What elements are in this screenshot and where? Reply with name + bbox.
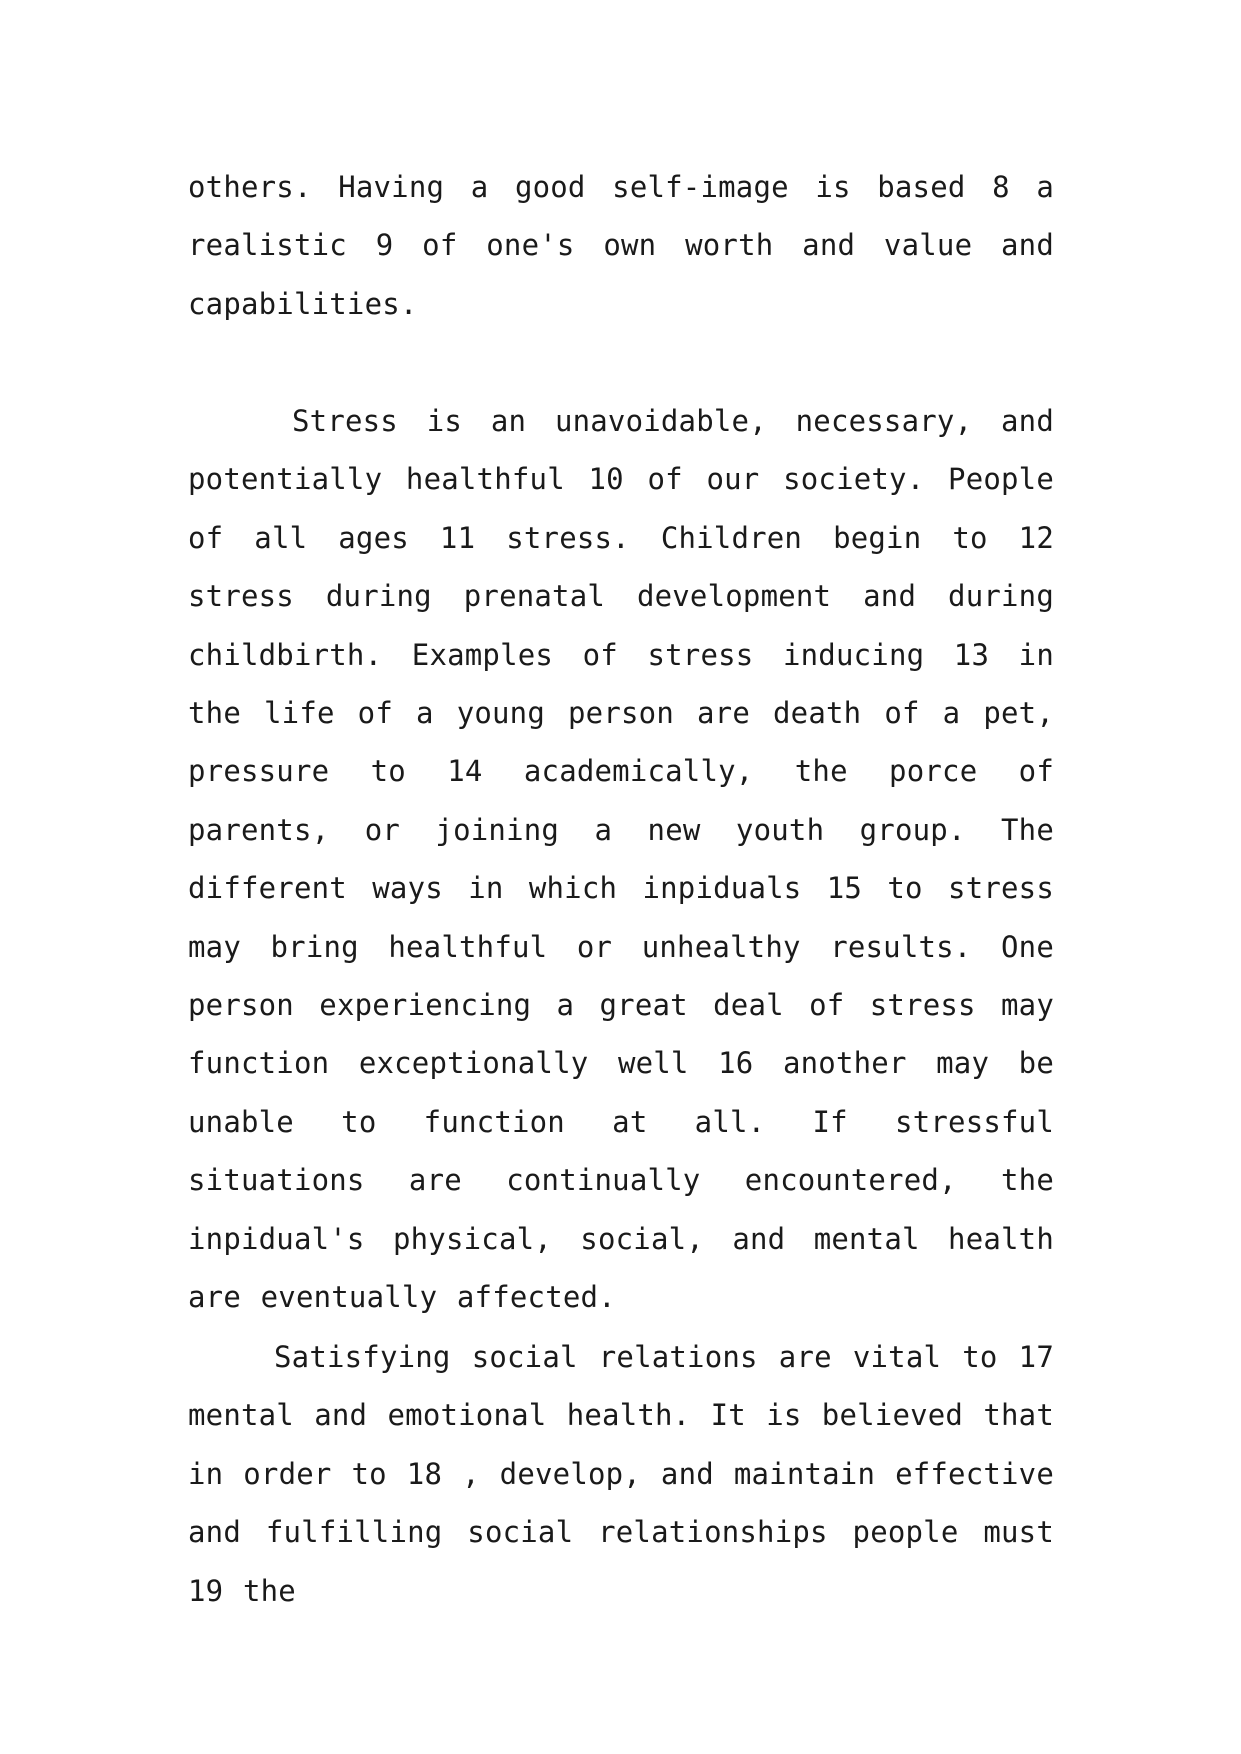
paragraph-stress bbox=[188, 392, 1054, 1327]
paragraph-social-relations bbox=[188, 1328, 1054, 1620]
paragraph-text: Stress is an unavoidable, necessary, and potentially healthful 10 of our society. People of all ages 11 stress. Children begin to 12 stress during prenatal development and during childbirth. Examples of stress inducing 13 in the life of a young person are death of a pet, pressure to 14 academically, the porce of parents, or joining a new youth group. The different ways in which inpiduals 15 to stress may bring healthful or unhealthy results. One person experiencing a great deal of stress may function exceptionally well 16 another may be unable to function at all. If stressful situations are continually encountered, the inpidual's physical, social, and mental health are eventually affected. bbox=[188, 404, 1054, 1315]
paragraph-text: Satisfying social relations are vital to 17 mental and emotional health. It is believed that in order to 18 , develop, and maintain effective and fulfilling social relationships people must 19 the bbox=[188, 1340, 1054, 1608]
paragraph-self-image bbox=[188, 158, 1054, 333]
paragraph-text: others. Having a good self-image is based 8 a realistic 9 of one's own worth and value and capabilities. bbox=[188, 170, 1054, 321]
